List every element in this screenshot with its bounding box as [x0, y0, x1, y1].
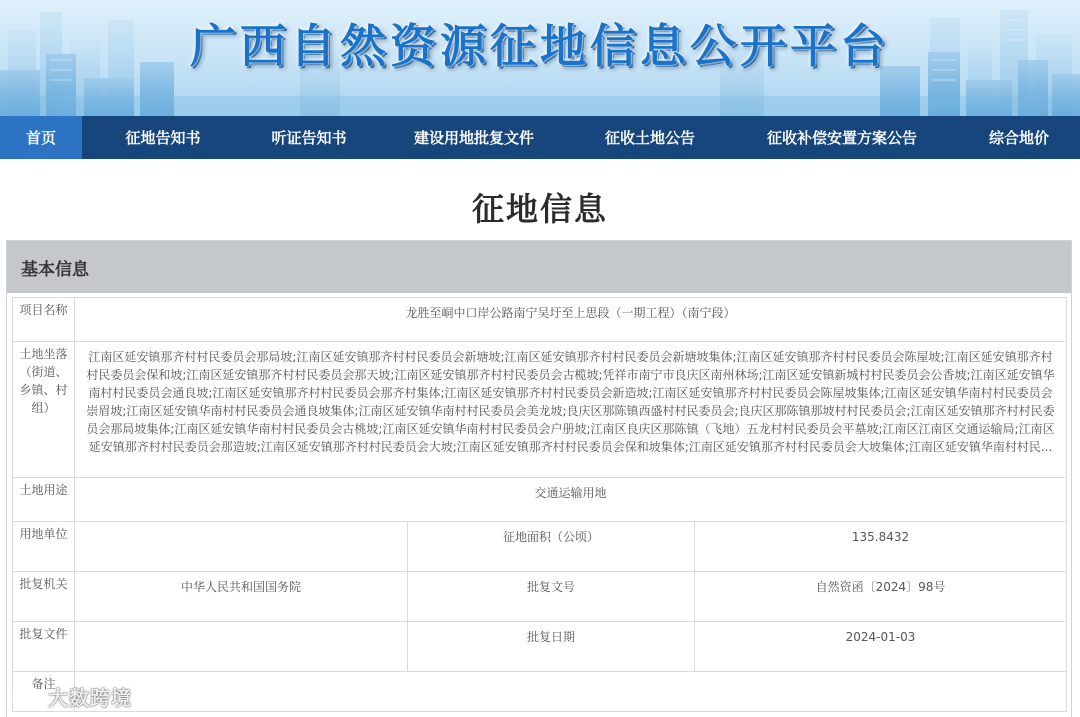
table-row	[13, 572, 1067, 622]
area-label: 征地面积（公顷）	[408, 522, 695, 572]
approval-doc-label: 批复文件	[13, 622, 75, 672]
land-use-value: 交通运输用地	[75, 478, 1067, 522]
approval-date-value: 2024-01-03	[695, 622, 1067, 672]
approval-no-value: 自然资函〔2024〕98号	[695, 572, 1067, 622]
nav-construction-land-approval[interactable]: 建设用地批复文件	[413, 129, 534, 147]
site-banner	[0, 0, 1080, 116]
land-unit-label: 用地单位	[13, 522, 75, 572]
remarks-value	[75, 672, 1067, 712]
nav-compensation-plan-announcement[interactable]: 征收补偿安置方案公告	[766, 129, 917, 147]
approval-date-label: 批复日期	[408, 622, 695, 672]
main-nav	[0, 116, 1080, 159]
table-row	[13, 622, 1067, 672]
project-name-value: 龙胜至峒中口岸公路南宁吴圩至上思段（一期工程）（南宁段）	[75, 298, 1067, 342]
nav-hearing-notice[interactable]: 听证告知书	[271, 129, 347, 147]
location-value: 江南区延安镇那齐村村民委员会那局坡;江南区延安镇那齐村村民委员会新塘坡;江南区延安镇那齐村村民委员会新塘坡集体;江南区延安镇那齐村村民委员会陈屋坡;江南区延安镇那齐村村民委员会保和坡;江南区延安镇那齐村村民委员会那天坡;江南区延安镇那齐村村民委员会古榄坡;凭祥市南宁市良庆区南州林场;江南区延安镇新城村村民委员会公香坡;江南区延安镇华南村村民委员会通良坡;江南区延安镇那齐村村民委员会那齐村集体;江南区延安镇那齐村村民委员会新造坡;江南区延安镇那齐村村民委员会陈屋坡集体;江南区延安镇华南村村民委员会崇眉坡;江南区延安镇华南村村民委员会通良坡集体;江南区延安镇华南村村民委员会美龙坡;良庆区那陈镇西盛村村民委员会;良庆区那陈镇那坡村村民委员会;江南区延安镇那齐村村民委员会那局坡集体;江南区延安镇华南村村民委员会古桃坡;江南区延安镇华南村村民委员会户册坡;江南区良庆区那陈镇（飞地）五龙村村民委员会平墓坡;江南区江南区交通运输局;江南区延安镇那齐村村民委员会那造坡;江南区延安镇那齐村村民委员会大坡;江南区延安镇那齐村村民委员会保和坡集体;江南区延安镇那齐村村民委员会大坡集体;江南区延安镇华南村村民...	[75, 342, 1067, 478]
land-use-label: 土地用途	[13, 478, 75, 522]
table-row	[13, 478, 1067, 522]
table-row	[13, 342, 1067, 478]
approval-authority-value: 中华人民共和国国务院	[75, 572, 408, 622]
table-row	[13, 672, 1067, 712]
nav-land-acquisition-notice[interactable]: 征地告知书	[125, 129, 201, 147]
table-row	[13, 298, 1067, 342]
area-value: 135.8432	[695, 522, 1067, 572]
location-label: 土地坐落（街道、乡镇、村组）	[13, 342, 75, 478]
project-name-label: 项目名称	[13, 298, 75, 342]
land-unit-value	[75, 522, 408, 572]
basic-info-panel	[6, 240, 1072, 717]
nav-home[interactable]: 首页	[0, 116, 82, 159]
watermark	[10, 682, 132, 711]
watermark-logo-icon	[10, 685, 44, 709]
approval-authority-label: 批复机关	[13, 572, 75, 622]
table-row	[13, 522, 1067, 572]
approval-no-label: 批复文号	[408, 572, 695, 622]
nav-land-expropriation-announcement[interactable]: 征收土地公告	[604, 129, 695, 147]
basic-info-table	[12, 297, 1067, 712]
page-title: 征地信息	[471, 190, 608, 228]
section-title: 基本信息	[7, 241, 1071, 293]
watermark-text: 大数跨境	[48, 686, 132, 710]
approval-doc-link[interactable]	[75, 622, 408, 672]
nav-comprehensive-land-price[interactable]: 综合地价	[988, 129, 1049, 147]
site-title: 广西自然资源征地信息公开平台	[190, 19, 890, 73]
remarks-label: 备注	[13, 672, 75, 712]
